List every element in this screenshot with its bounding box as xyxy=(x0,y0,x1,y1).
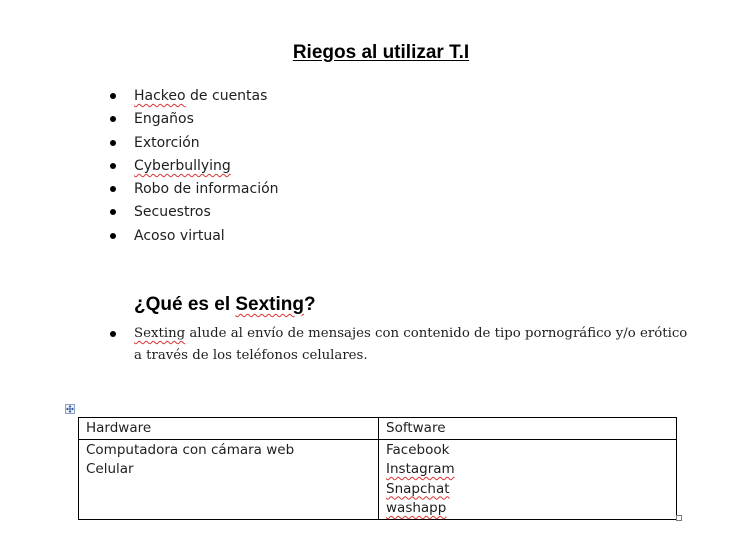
software-item xyxy=(386,480,669,500)
software-item: Facebook xyxy=(386,441,450,458)
list-item xyxy=(107,109,279,132)
software-item-spellchecked: washapp xyxy=(386,500,447,516)
list-item-text: de cuentas xyxy=(185,88,268,104)
list-item-text: Robo de información xyxy=(134,181,279,198)
table-header-row xyxy=(79,418,677,440)
software-item xyxy=(386,499,669,519)
heading-prefix: ¿Qué es el xyxy=(134,294,236,315)
software-item xyxy=(386,460,669,480)
hardware-item: Celular xyxy=(86,461,134,477)
software-cell xyxy=(379,439,677,519)
hardware-item: Computadora con cámara web xyxy=(86,441,295,458)
list-item-text: Extorción xyxy=(134,134,200,151)
list-item-text: Engaños xyxy=(134,111,194,128)
risks-list xyxy=(107,86,279,249)
list-item-spellchecked: Hackeo xyxy=(134,88,186,104)
heading-spellchecked-word: Sexting xyxy=(235,294,304,315)
table-row xyxy=(79,439,677,519)
list-item xyxy=(107,86,279,109)
software-item-spellchecked: Instagram xyxy=(386,461,455,477)
heading-suffix: ? xyxy=(304,294,316,315)
sexting-heading xyxy=(134,294,316,316)
list-item xyxy=(107,133,279,156)
table-header-hardware: Hardware xyxy=(79,418,379,440)
list-item-text: Acoso virtual xyxy=(134,227,225,244)
paragraph-text: alude al envío de mensajes con contenido de tipo pornográfico y/o erótico a través de los teléfonos celulares. xyxy=(134,326,688,363)
software-item-spellchecked: Snapchat xyxy=(386,480,450,497)
table-move-handle-icon[interactable] xyxy=(65,404,75,414)
list-item xyxy=(107,226,279,249)
devices-table xyxy=(78,417,677,520)
list-item-text: Secuestros xyxy=(134,204,211,221)
table-header-software: Software xyxy=(379,418,677,440)
paragraph-spellchecked-word: Sexting xyxy=(134,326,186,341)
table-resize-handle-icon[interactable] xyxy=(676,515,682,521)
list-item xyxy=(107,202,279,225)
list-item-spellchecked: Cyberbullying xyxy=(134,157,231,174)
list-item xyxy=(107,179,279,202)
hardware-cell xyxy=(79,439,379,519)
sexting-paragraph xyxy=(107,323,694,367)
list-item xyxy=(107,156,279,179)
document-title: Riegos al utilizar T.I xyxy=(292,42,470,63)
